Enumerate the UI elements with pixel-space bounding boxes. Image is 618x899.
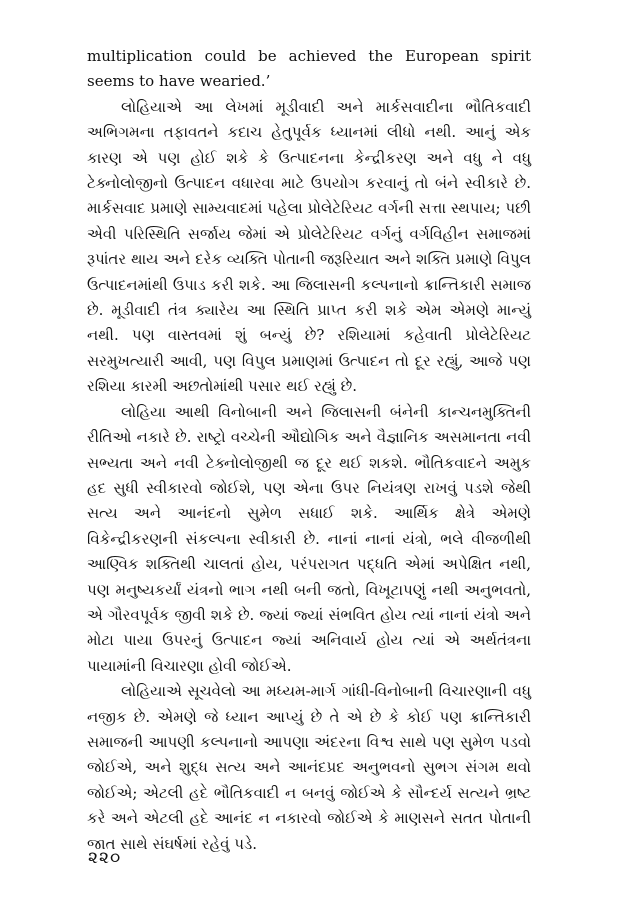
paragraph-2: લોહિયાએ આ લેખમાં મૂડીવાદી અને માર્કસવાદીના ભૌતિકવાદી અભિગમના તફાવતને કદાચ હેતુપૂર્વક ધ્યાનમાં લીધો નથી. આનું એક કારણ એ પણ હોઈ શકે કે ઉત્પાદનના કેન્દ્રીકરણ અને વધુ ને વધુ ટેક્નોલોજીનો ઉત્પાદન વધારવા માટે ઉપયોગ કરવાનું તો બંને સ્વીકારે છે. માર્કસવાદ પ્રમાણે સામ્યવાદમાં પહેલા પ્રોલેટેરિયટ વર્ગની સત્તા સ્થપાય; પછી એવી પરિસ્થિતિ સર્જાય જેમાં એ પ્રોલેટેરિયટ વર્ગનું વર્ગવિહીન સમાજમાં રૂપાંતર થાય અને દરેક વ્યક્તિ પોતાની જરૂરિયાત અને શક્તિ પ્રમાણે વિપુલ ઉત્પાદનમાંથી ઉપાડ કરી શકે. આ જિલાસની કલ્પનાનો ક્રાન્તિકારી સમાજ છે. મૂડીવાદી તંત્ર ક્યારેય આ સ્થિતિ પ્રાપ્ત કરી શકે એમ એમણે માન્યું નથી. પણ વાસ્તવમાં શું બન્યું છે? રશિયામાં કહેવાતી પ્રોલેટેરિયટ સરમુખત્યારી આવી, પણ વિપુલ પ્રમાણમાં ઉત્પાદન તો દૂર રહ્યું, આજે પણ રશિયા કારમી અછતોમાંથી પસાર થઈ રહ્યું છે. <box>87 97 531 396</box>
page-body <box>87 44 531 857</box>
paragraph-3: લોહિયા આથી વિનોબાની અને જિલાસની બંનેની કાન્ચનમુક્તિની રીતિઓ નકારે છે. રાષ્ટ્રો વચ્ચેની ઔદ્યોગિક અને વૈજ્ઞાનિક અસમાનતા નવી સભ્યતા અને નવી ટેક્નોલોજીથી જ દૂર થઈ શકશે. ભૌતિકવાદને અમુક હદ સુધી સ્વીકારવો જોઈશે, પણ એના ઉપર નિયંત્રણ રાખવું પડશે જેથી સત્ય અને આનંદનો સુમેળ સધાઈ શકે. આર્થિક ક્ષેત્રે એમણે વિકેન્દ્રીકરણની સંકલ્પના સ્વીકારી છે. નાનાં નાનાં યંત્રો, ભલે વીજળીથી આણ્વિક શક્તિથી ચાલતાં હોય, પરંપરાગત પદ્ધતિ એમાં અપેક્ષિત નથી, પણ મનુષ્યકર્યાં યંત્રનો ભાગ નથી બની જતો, વિખૂટાપણું નથી અનુભવતો, એ ગૌરવપૂર્વક જીવી શકે છે. જ્યાં જ્યાં સંભવિત હોય ત્યાં નાનાં યંત્રો અને મોટા પાયા ઉપરનું ઉત્પાદન જ્યાં અનિવાર્ય હોય ત્યાં એ અર્થતંત્રના પાયામાંની વિચારણા હોવી જોઈએ. <box>87 402 531 675</box>
paragraph-1: multiplication could be achieved the European spirit seems to have wearied.’ <box>87 47 531 91</box>
page-number: ૨૨૦ <box>88 848 122 868</box>
paragraph-4: લોહિયાએ સૂચવેલો આ મધ્યમ-માર્ગ ગાંધી-વિનોબાની વિચારણાની વધુ નજીક છે. એમણે જે ધ્યાન આપ્યું છે તે એ છે કે કોઈ પણ ક્રાન્તિકારી સમાજની આપણી કલ્પનાનો આપણા અંદરના વિશ્વ સાથે પણ સુમેળ પડવો જોઈએ, અને શુદ્ધ સત્ય અને આનંદપ્રદ અનુભવનો સુભગ સંગમ થવો જોઈએ; એટલી હદે ભૌતિકવાદી ન બનવું જોઈએ કે સૌન્દર્ય સત્યને ભ્રષ્ટ કરે અને એટલી હદે આનંદ ન નકારવો જોઈએ કે માણસને સતત પોતાની જાત સાથે સંઘર્ષમાં રહેવું પડે. <box>87 682 531 853</box>
